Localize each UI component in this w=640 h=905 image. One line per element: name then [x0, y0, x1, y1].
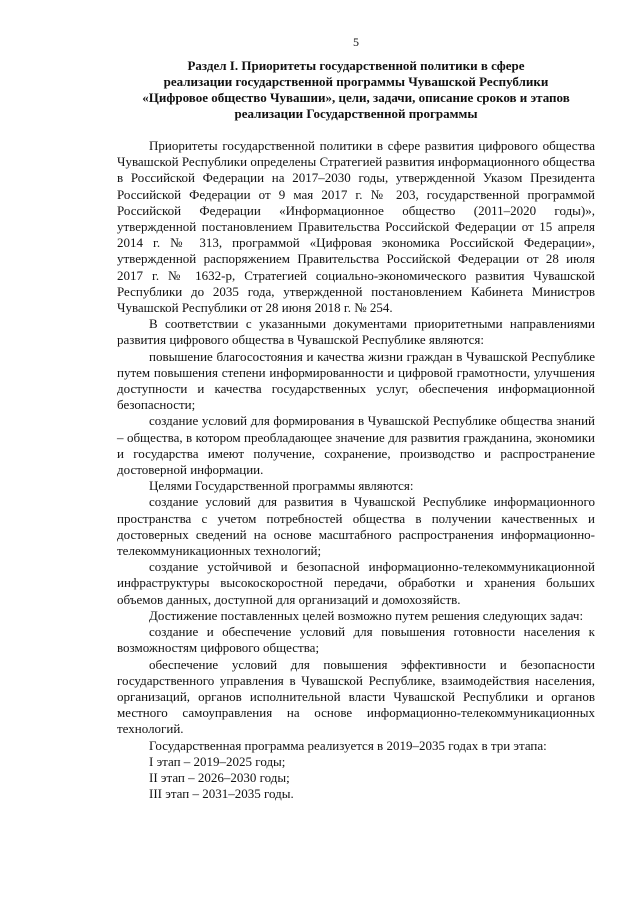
paragraph: создание условий для развития в Чувашской Республике информационного пространства с учетом потребностей общества в получении качественных и достоверных сведений на основе масштабного распространения информационно-телекоммуникационных технологий;	[117, 494, 595, 559]
paragraph: Приоритеты государственной политики в сфере развития цифрового общества Чувашской Республики определены Стратегией развития информационного общества в Российской Федерации на 2017–2030 годы, утвержденной Указом Президента Российской Федерации от 9 мая 2017 г. № 203, государственной программой Российской Федерации «Информационное общество (2011–2020 годы)», утвержденной постановлением Правительства Российской Федерации от 15 апреля 2014 г. № 313, программой «Цифровая экономика Российской Федерации», утвержденной распоряжением Правительства Российской Федерации от 28 июля 2017 г. № 1632-р, Стратегией социально-экономического развития Чувашской Республики до 2035 года, утвержденной постановлением Кабинета Министров Чувашской Республики от 28 июня 2018 г. № 254.	[117, 138, 595, 316]
section-title-line: «Цифровое общество Чувашии», цели, задачи, описание сроков и этапов	[142, 90, 570, 105]
paragraph: Государственная программа реализуется в 2019–2035 годах в три этапа:	[149, 737, 547, 753]
paragraph: Целями Государственной программы являются:	[149, 478, 414, 494]
page-number: 5	[353, 35, 359, 49]
paragraph: создание и обеспечение условий для повышения готовности населения к возможностям цифрового общества;	[117, 624, 595, 656]
section-title-line: реализации Государственной программы	[234, 106, 478, 121]
paragraph: создание условий для формирования в Чувашской Республике общества знаний – общества, в котором преобладающее значение для развития гражданина, экономики и государства имеют получение, сохранение, производство и распространение достоверной информации.	[117, 413, 595, 478]
stage-item: III этап – 2031–2035 годы.	[149, 786, 294, 802]
paragraph: создание устойчивой и безопасной информационно-телекоммуникационной инфраструктуры высокоскоростной передачи, обработки и хранения больших объемов данных, доступной для организаций и домохозяйств.	[117, 559, 595, 607]
stage-item: I этап – 2019–2025 годы;	[149, 753, 286, 769]
section-title	[117, 58, 595, 122]
section-title-line: Раздел I. Приоритеты государственной политики в сфере	[187, 58, 525, 73]
section-title-line: реализации государственной программы Чувашской Республики	[163, 74, 549, 89]
paragraph: В соответствии с указанными документами приоритетными направлениями развития цифрового общества в Чувашской Республике являются:	[117, 316, 595, 348]
stage-item: II этап – 2026–2030 годы;	[149, 769, 290, 785]
paragraph: Достижение поставленных целей возможно путем решения следующих задач:	[149, 607, 584, 623]
paragraph: повышение благосостояния и качества жизни граждан в Чувашской Республике путем повышения степени информированности и цифровой грамотности, улучшения доступности и качества государственных услуг, обеспечения информационной безопасности;	[117, 348, 595, 413]
paragraph: обеспечение условий для повышения эффективности и безопасности государственного управления в Чувашской Республике, взаимодействия населения, организаций, органов исполнительной власти Чувашской Республики и органов местного самоуправления на основе информационно-телекоммуникационных технологий.	[117, 656, 595, 737]
body-text	[117, 138, 595, 802]
